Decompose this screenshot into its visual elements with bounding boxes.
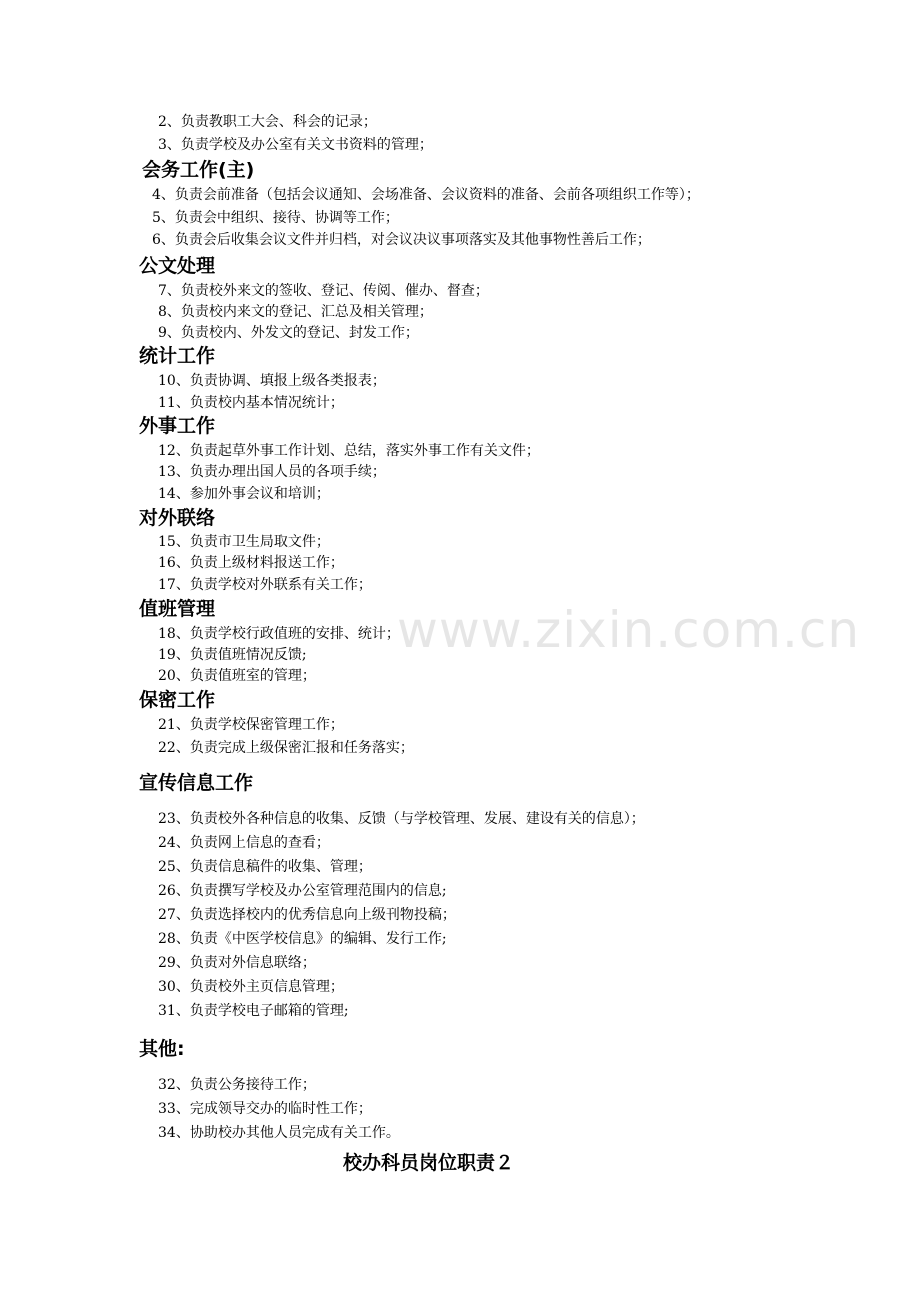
duty-item-31: 31、负责学校电子邮箱的管理; (158, 1003, 349, 1019)
duty-item-20: 20、负责值班室的管理； (158, 668, 316, 684)
duty-item-29: 29、负责对外信息联络； (158, 955, 316, 971)
duty-item-16: 16、负责上级材料报送工作； (158, 555, 344, 571)
duty-item-9: 9、负责校内、外发文的登记、封发工作； (158, 325, 419, 341)
duty-item-5: 5、负责会中组织、接待、协调等工作； (152, 210, 399, 226)
section-heading-meeting: 会务工作(主) (142, 159, 255, 181)
duty-item-26: 26、负责撰写学校及办公室管理范围内的信息; (158, 883, 447, 899)
document-title: 校办科员岗位职责２ (343, 1152, 515, 1174)
section-heading-liaison: 对外联络 (139, 507, 216, 529)
duty-item-32: 32、负责公务接待工作； (158, 1077, 316, 1093)
duty-item-6: 6、负责会后收集会议文件并归档，对会议决议事项落实及其他事物性善后工作； (152, 232, 651, 248)
duty-item-13: 13、负责办理出国人员的各项手续； (158, 464, 386, 480)
duty-item-2: 2、负责教职工大会、科会的记录； (158, 114, 377, 130)
section-heading-documents: 公文处理 (139, 255, 216, 277)
duty-item-33: 33、完成领导交办的临时性工作； (158, 1101, 372, 1117)
section-heading-duty: 值班管理 (139, 598, 216, 620)
section-heading-statistics: 统计工作 (139, 345, 216, 367)
section-heading-other: 其他: (139, 1038, 185, 1060)
section-heading-publicity: 宣传信息工作 (139, 772, 254, 794)
watermark-text: www.zixin.com.cn (397, 601, 861, 659)
duty-item-12: 12、负责起草外事工作计划、总结，落实外事工作有关文件； (158, 443, 540, 459)
duty-item-10: 10、负责协调、填报上级各类报表； (158, 373, 386, 389)
duty-item-27: 27、负责选择校内的优秀信息向上级刊物投稿； (158, 907, 456, 923)
duty-item-21: 21、负责学校保密管理工作； (158, 717, 344, 733)
duty-item-8: 8、负责校内来文的登记、汇总及相关管理； (158, 304, 433, 320)
duty-item-17: 17、负责学校对外联系有关工作； (158, 577, 372, 593)
duty-item-3: 3、负责学校及办公室有关文书资料的管理； (158, 137, 433, 153)
duty-item-19: 19、负责值班情况反馈; (158, 647, 307, 663)
duty-item-23: 23、负责校外各种信息的收集、反馈（与学校管理、发展、建设有关的信息）； (158, 811, 645, 827)
section-heading-foreign: 外事工作 (139, 415, 216, 437)
duty-item-34: 34、协助校办其他人员完成有关工作。 (158, 1125, 400, 1141)
duty-item-28: 28、负责《中医学校信息》的编辑、发行工作; (158, 931, 447, 947)
duty-item-30: 30、负责校外主页信息管理； (158, 979, 344, 995)
duty-item-15: 15、负责市卫生局取文件； (158, 534, 330, 550)
duty-item-11: 11、负责校内基本情况统计； (158, 395, 344, 411)
duty-item-7: 7、负责校外来文的签收、登记、传阅、催办、督查； (158, 283, 489, 299)
duty-item-14: 14、参加外事会议和培训； (158, 486, 330, 502)
duty-item-25: 25、负责信息稿件的收集、管理； (158, 859, 372, 875)
duty-item-18: 18、负责学校行政值班的安排、统计； (158, 626, 400, 642)
duty-item-22: 22、负责完成上级保密汇报和任务落实； (158, 740, 414, 756)
duty-item-4: 4、负责会前准备（包括会议通知、会场准备、会议资料的准备、会前各项组织工作等）； (152, 187, 700, 203)
section-heading-secrecy: 保密工作 (139, 689, 216, 711)
duty-item-24: 24、负责网上信息的查看； (158, 835, 330, 851)
